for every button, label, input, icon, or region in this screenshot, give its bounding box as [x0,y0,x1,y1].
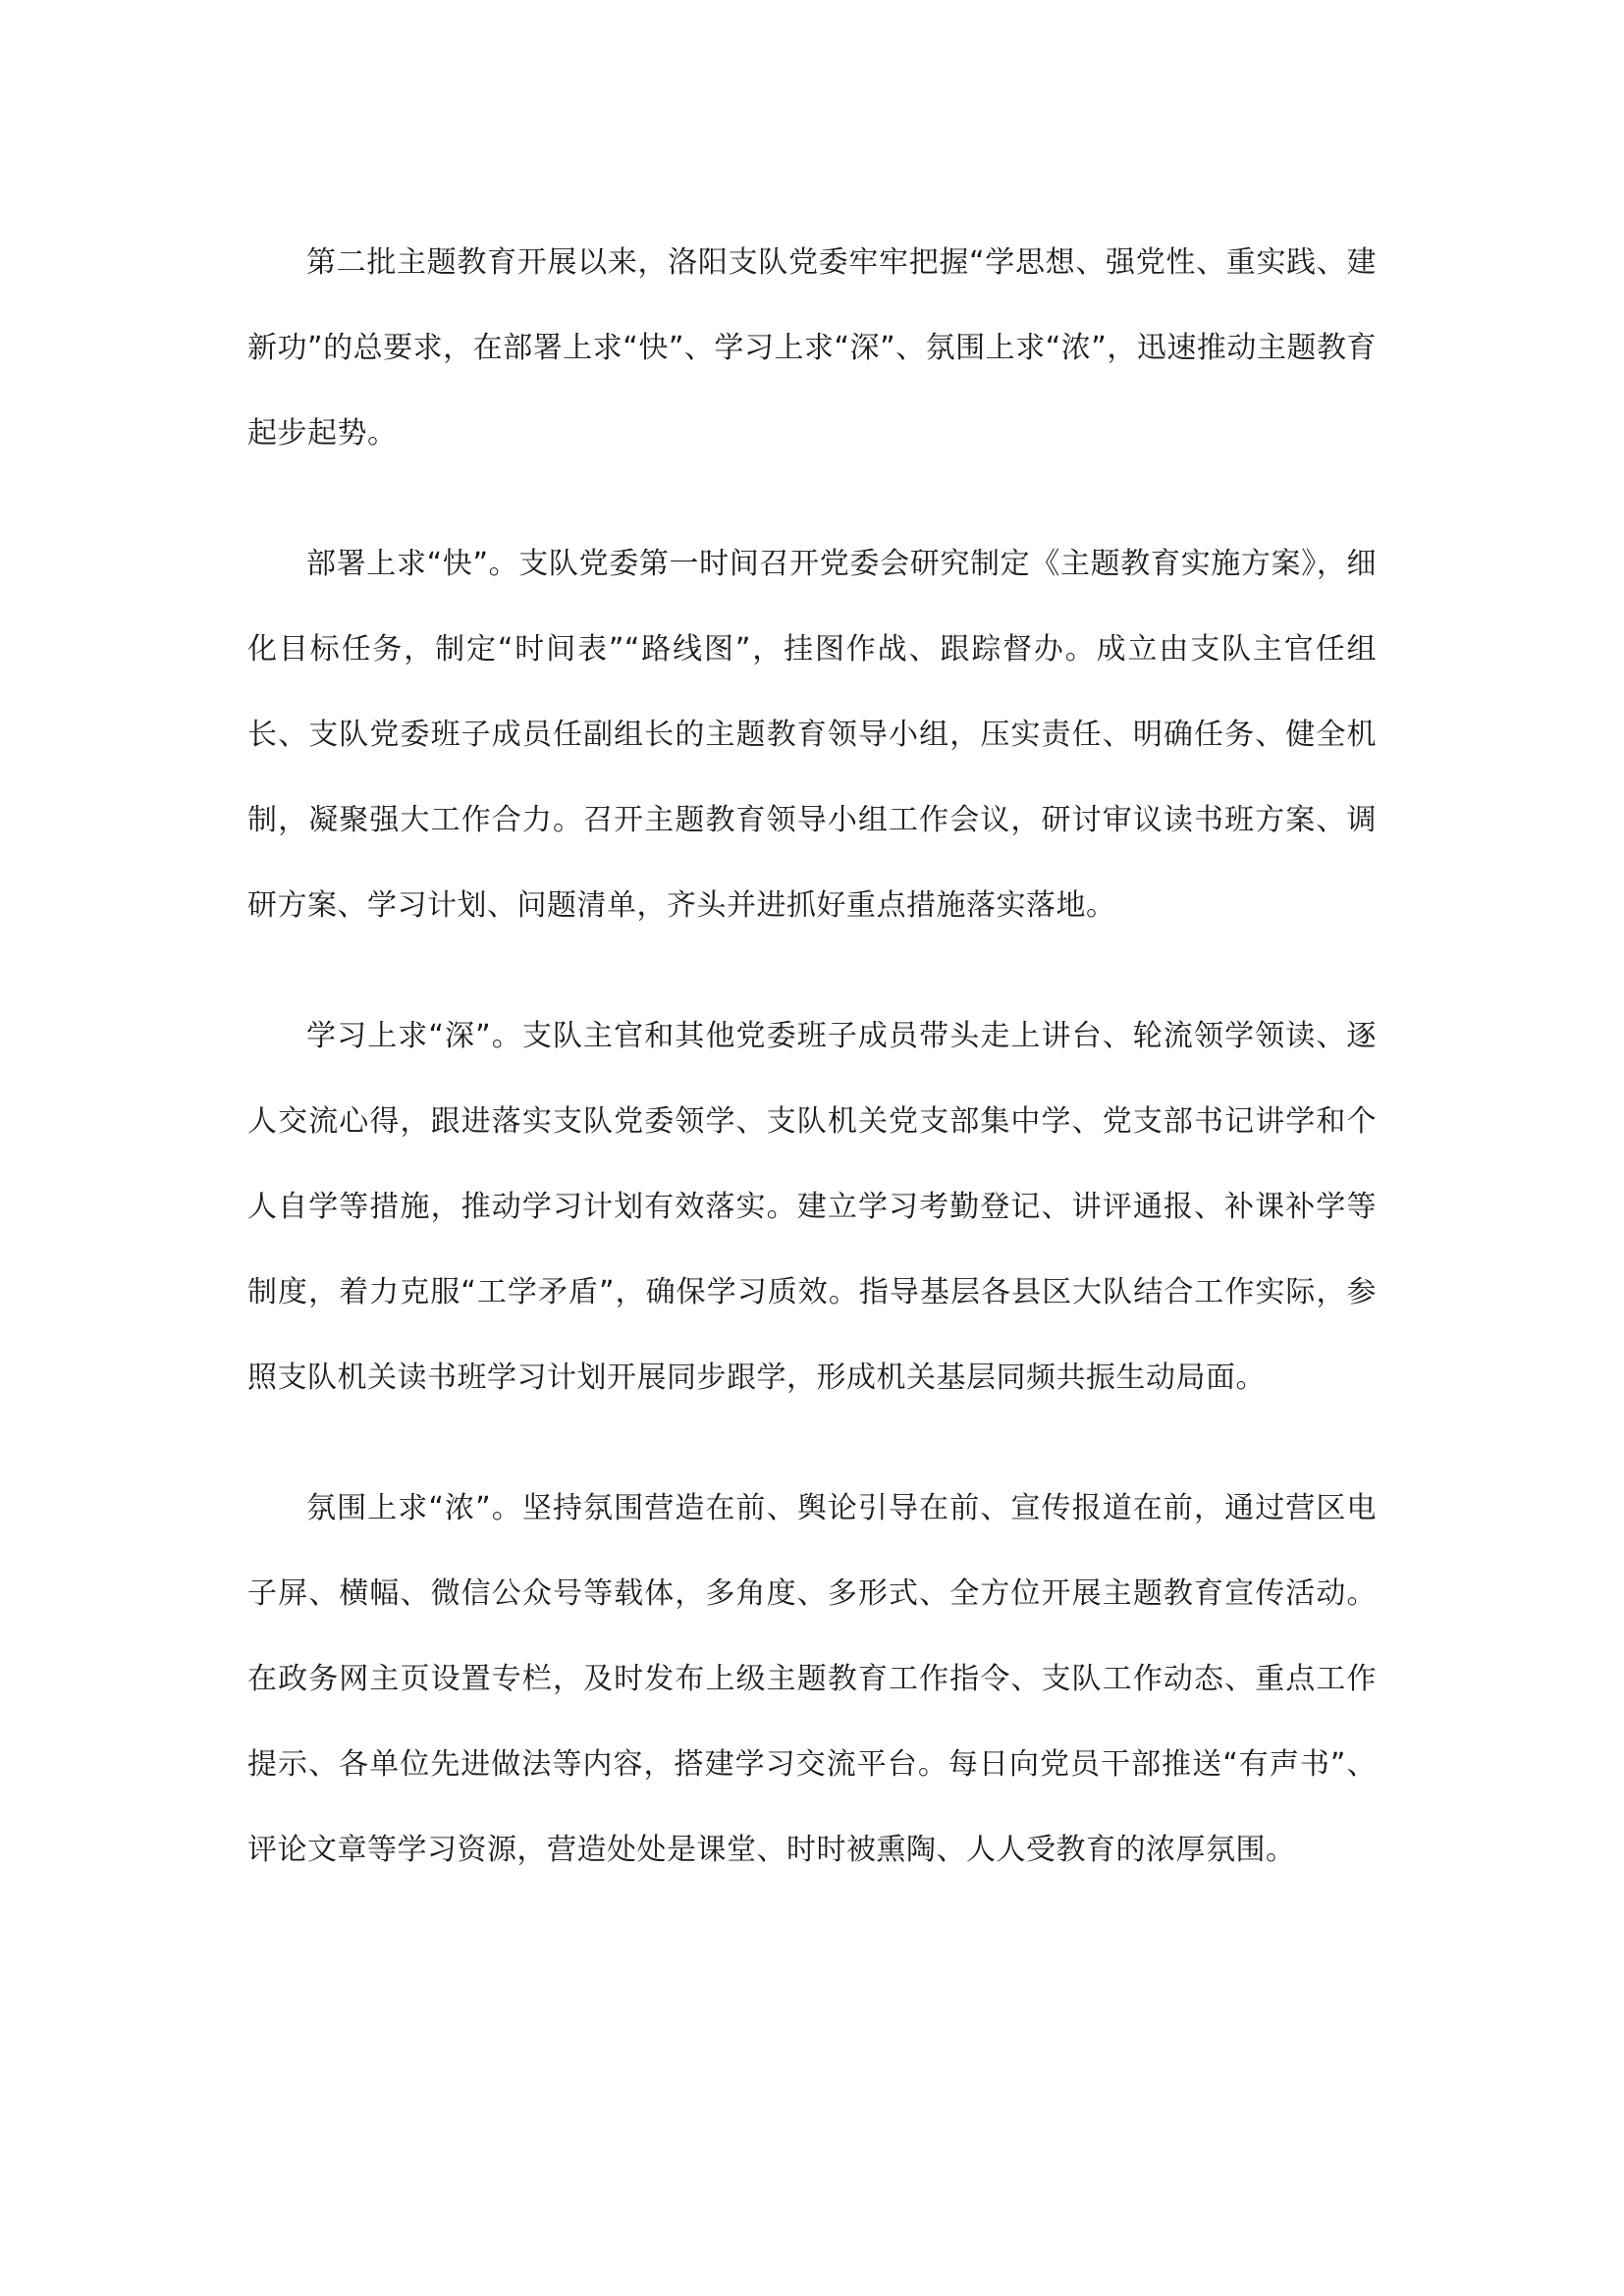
study-paragraph: 学习上求“深”。支队主官和其他党委班子成员带头走上讲台、轮流领学领读、逐人交流心得，跟进落实支队党委领学、支队机关党支部集中学、党支部书记讲学和个人自学等措施，推动学习计划有效落实。建立学习考勤登记、讲评通报、补课补学等制度，着力克服“工学矛盾”，确保学习质效。指导基层各县区大队结合工作实际，参照支队机关读书班学习计划开展同步跟学，形成机关基层同频共振生动局面。 [247,1019,1377,1395]
intro-paragraph: 第二批主题教育开展以来，洛阳支队党委牢牢把握“学思想、强党性、重实践、建新功”的总要求，在部署上求“快”、学习上求“深”、氛围上求“浓”，迅速推动主题教育起步起势。 [247,245,1377,451]
document-body [247,220,1377,1938]
atmosphere-paragraph: 氛围上求“浓”。坚持氛围营造在前、舆论引导在前、宣传报道在前，通过营区电子屏、横幅、微信公众号等载体，多角度、多形式、全方位开展主题教育宣传活动。在政务网主页设置专栏，及时发布上级主题教育工作指令、支队工作动态、重点工作提示、各单位先进做法等内容，搭建学习交流平台。每日向党员干部推送“有声书”、评论文章等学习资源，营造处处是课堂、时时被熏陶、人人受教育的浓厚氛围。 [247,1491,1377,1867]
deployment-paragraph: 部署上求“快”。支队党委第一时间召开党委会研究制定《主题教育实施方案》，细化目标任务，制定“时间表”“路线图”，挂图作战、跟踪督办。成立由支队主官任组长、支队党委班子成员任副组长的主题教育领导小组，压实责任、明确任务、健全机制，凝聚强大工作合力。召开主题教育领导小组工作会议，研讨审议读书班方案、调研方案、学习计划、问题清单，齐头并进抓好重点措施落实落地。 [247,547,1377,923]
